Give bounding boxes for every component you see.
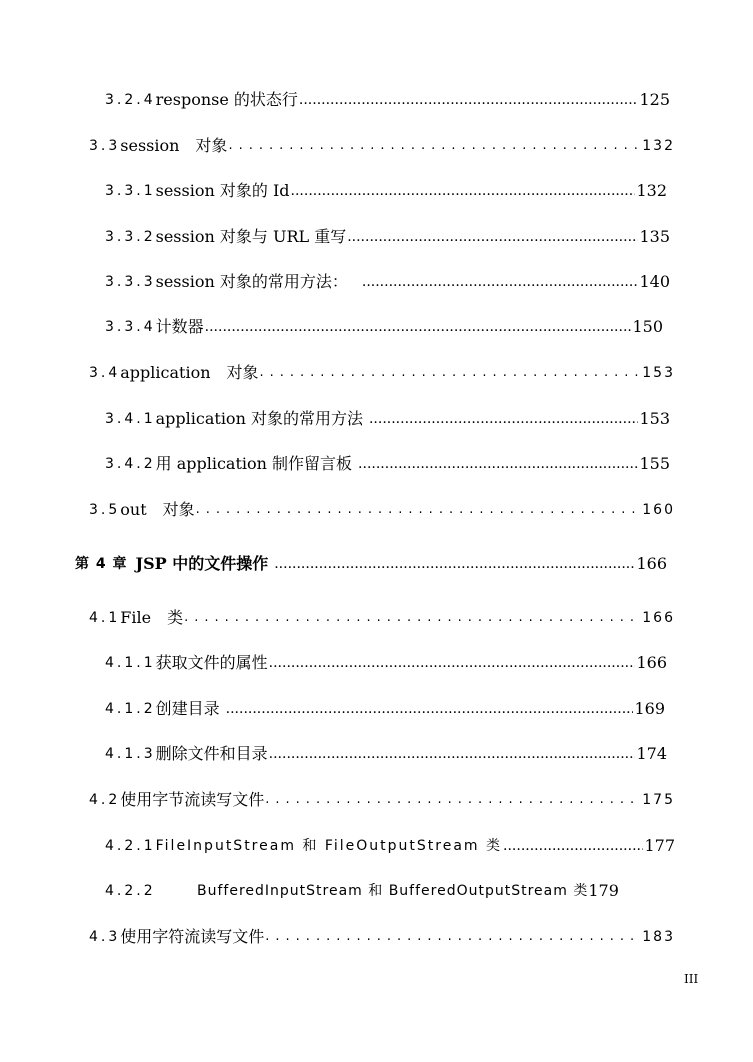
entry-title: 用 application 制作留言板 [155,454,353,473]
entry-number: 3.3.4 [105,319,156,335]
dot-leader [269,739,636,769]
entry-title: 删除文件和目录 [155,744,268,763]
page-folio: III [684,972,699,986]
dot-leader [362,267,639,297]
page-number: 153 [639,409,670,428]
entry-number: 4.1 [89,610,121,626]
entry-number: 4.1.2 [105,701,156,717]
page-number: 166 [642,610,675,626]
dot-leader [260,358,642,388]
dot-leader [265,785,641,815]
dot-leader [269,648,636,678]
toc-entry-3-3[interactable] [89,131,675,161]
entry-number: 3.3.3 [105,274,156,290]
entry-number: 3.3 [89,138,121,154]
page-number: 175 [642,792,675,808]
dot-leader [205,312,632,342]
toc-entry-4-1-1[interactable] [105,648,667,678]
dot-leader [503,831,643,861]
entry-title: session 对象的常用方法： [155,272,348,291]
dot-leader [226,694,634,724]
entry-title: 使用字节流读写文件 [120,790,265,809]
dot-leader [347,222,638,252]
page-number: 174 [636,744,667,763]
entry-title: application 对象 [120,363,259,382]
entry-title: response 的状态行 [155,90,298,109]
page-number: 183 [642,929,675,945]
page-number: 166 [636,554,667,573]
entry-title: session 对象 [120,136,228,155]
entry-title: 创建目录 [155,699,220,718]
entry-number: 3.3.2 [105,229,156,245]
entry-title: File 类 [120,608,184,627]
entry-title: 获取文件的属性 [155,653,268,672]
toc-entry-3-4-1[interactable] [105,404,670,434]
chapter-title: JSP 中的文件操作 [135,554,269,573]
entry-title: session 对象与 URL 重写 [155,227,347,246]
page-number: 160 [642,502,675,518]
dot-leader [184,603,641,633]
dot-leader [196,495,642,525]
page-number: 150 [632,317,663,336]
toc-entry-3-3-3[interactable] [105,267,670,297]
entry-number: 3.5 [89,502,121,518]
toc-entry-3-3-4[interactable] [105,312,663,342]
dot-leader [369,404,638,434]
toc-entry-3-3-2[interactable] [105,222,670,252]
dot-leader [265,922,641,952]
dot-leader [274,549,635,579]
page-number: 153 [642,365,675,381]
entry-title: session 对象的 Id [155,181,290,200]
dot-leader [291,176,636,206]
entry-number: 4.1.3 [105,746,156,762]
entry-number: 3.2.4 [105,92,156,108]
entry-number: 4.2.2 [105,883,156,899]
toc-entry-4-1-3[interactable] [105,739,667,769]
page-number: 169 [634,699,665,718]
page-number: 132 [642,138,675,154]
dot-leader [358,449,638,479]
entry-title: 使用字符流读写文件 [120,927,265,946]
toc-entry-3-4-2[interactable] [105,449,670,479]
entry-title: 计数器 [155,317,204,336]
toc-entry-3-4[interactable] [89,358,675,388]
toc-entry-chapter-4[interactable] [75,549,667,579]
chapter-number: 第 4 章 [75,556,128,572]
entry-title: BufferedInputStream 和 BufferedOutputStream 类 [197,883,589,899]
entry-number: 3.4.1 [105,411,156,427]
entry-number: 3.3.1 [105,183,156,199]
page-number: 177 [644,836,675,855]
page-number: 135 [639,227,670,246]
page-number: 155 [639,454,670,473]
entry-number: 4.2.1 [105,838,156,854]
toc-entry-4-2-2[interactable] [105,876,685,906]
toc-entry-4-1-2[interactable] [105,694,665,724]
page-number: 179 [588,881,619,900]
entry-number: 4.1.1 [105,655,156,671]
page-number: 166 [636,653,667,672]
entry-number: 3.4.2 [105,456,156,472]
toc-entry-4-1[interactable] [89,603,675,633]
toc-entry-3-5[interactable] [89,495,675,525]
toc-entry-4-3[interactable] [89,922,675,952]
dot-leader [299,85,639,115]
entry-title: application 对象的常用方法 [155,409,363,428]
entry-number: 4.2 [89,792,121,808]
entry-number: 4.3 [89,929,121,945]
toc-entry-3-2-4[interactable] [105,85,670,115]
page-number: 125 [639,90,670,109]
toc-entry-4-2[interactable] [89,785,675,815]
dot-leader [228,131,641,161]
page-number: 140 [639,272,670,291]
entry-title: out 对象 [120,500,195,519]
page-number: 132 [636,181,667,200]
toc-entry-4-2-1[interactable] [105,831,675,861]
toc-entry-3-3-1[interactable] [105,176,667,206]
entry-title: FileInputStream 和 FileOutputStream 类 [155,838,503,854]
entry-number: 3.4 [89,365,121,381]
